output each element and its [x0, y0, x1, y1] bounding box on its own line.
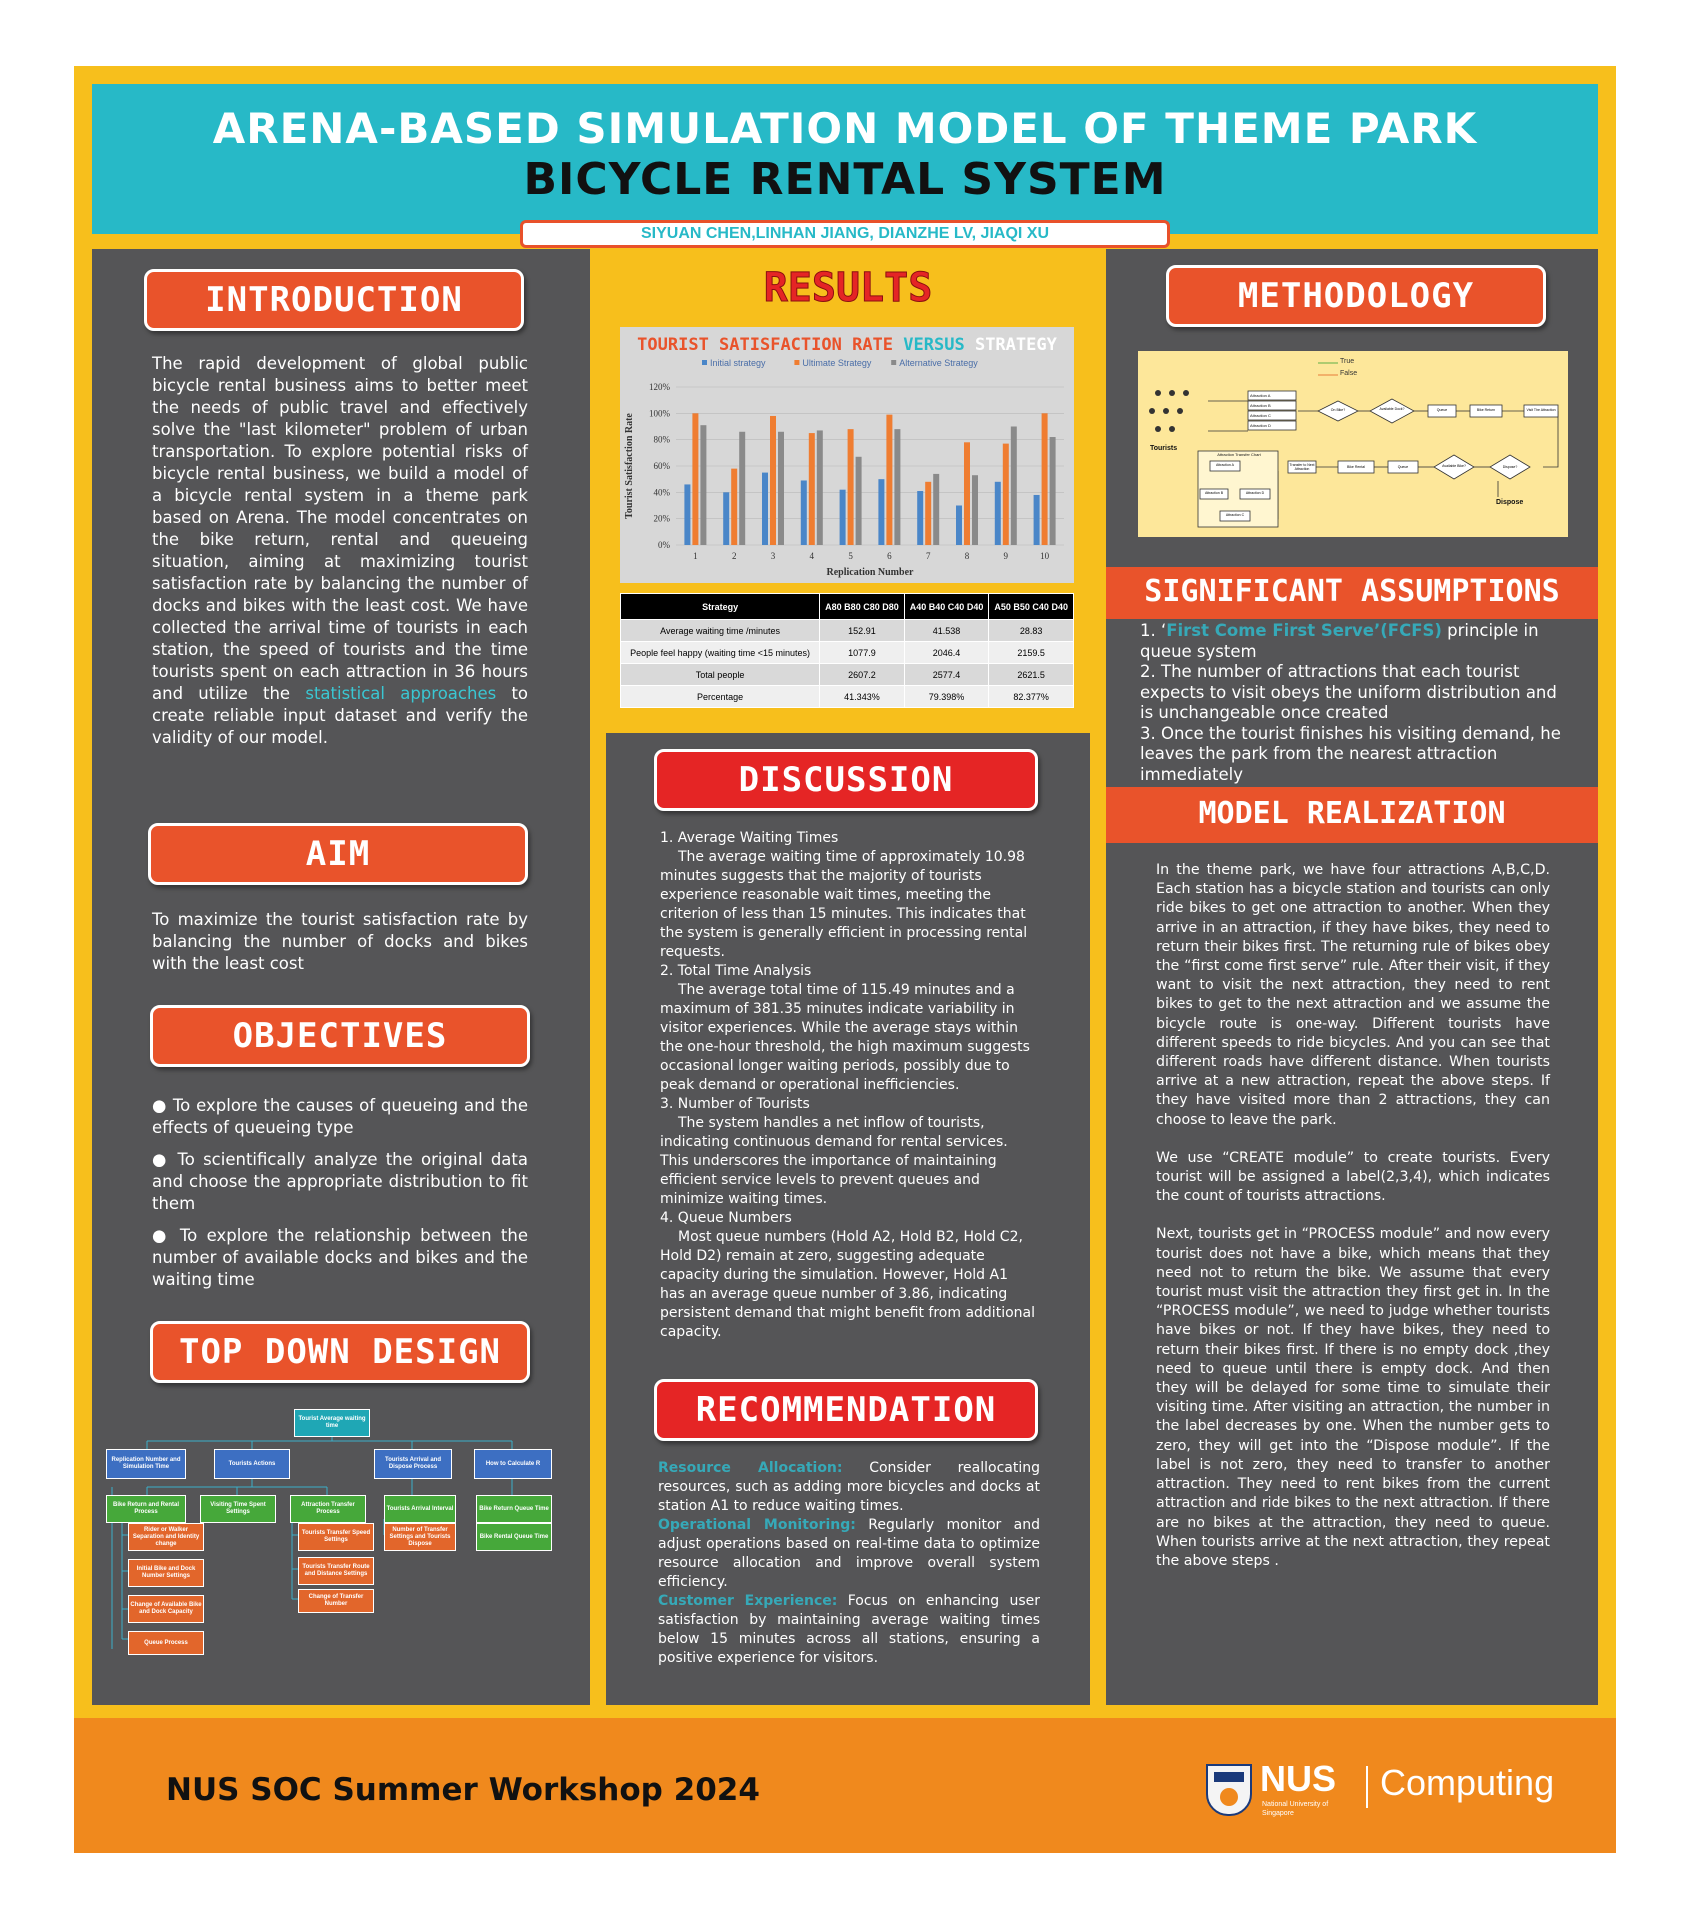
methodology-flowchart — [1138, 351, 1568, 537]
chart-bar — [917, 491, 923, 545]
chart-bar — [925, 482, 931, 545]
chart-bar — [972, 475, 978, 545]
discussion-text — [660, 829, 1036, 1342]
assumption-item: 1. ‘First Come First Serve’(FCFS) principle in queue system — [1140, 621, 1539, 661]
chart-bar — [778, 432, 784, 545]
introduction-header: INTRODUCTION — [144, 269, 524, 331]
table-row: People feel happy (waiting time <15 minutes) 1077.9 2046.4 2159.5 — [621, 642, 1074, 664]
y-tick-label: 120% — [649, 382, 670, 392]
flowchart-node: Queue — [1436, 408, 1448, 412]
flowchart-tourists: Tourists — [1150, 445, 1178, 452]
poster — [74, 66, 1616, 1853]
chart-plot — [620, 327, 1074, 583]
methodology-header: METHODOLOGY — [1166, 265, 1546, 327]
tree-node: Rider or Walker Separation and Identity change — [128, 1523, 204, 1551]
flowchart-node: Available Bike? — [1442, 464, 1466, 468]
recommendation-item: Customer Experience: Focus on enhancing user satisfaction by maintaining average waiting times below 15 minutes across all stations, ensuring a positive experience for visitors. — [658, 1593, 1041, 1666]
y-tick-label: 60% — [653, 461, 670, 471]
chart-bar — [878, 479, 884, 545]
objective-item: ● To scientifically analyze the original data and choose the appropriate distribution to fit them — [152, 1150, 528, 1213]
chart-bar — [894, 429, 900, 545]
legend-swatch — [891, 360, 896, 365]
chart-bar — [848, 429, 854, 545]
results-panel — [606, 249, 1090, 729]
model-paragraph: In the theme park, we have four attractions A,B,C,D. Each station has a bicycle station and tourists can only ride bikes to get one attraction to another. When they arrive in an attraction, if they have bikes, they need to return their bikes first. The returning rule of bikes obey the “first come first serve” rule. After their visit, if they want to visit the next attraction, they need to rent bikes to get to the next attraction and we assume the bicycle route is one-way. Different tourists have different speeds to ride bicycles. And you can see that different roads have different distance. When tourists arrive at a new attraction, repeat the above steps. If they have visited more than 2 attractions, they can choose to leave the park. — [1156, 862, 1550, 1128]
chart-bar — [995, 482, 1001, 545]
tree-node: Change of Available Bike and Dock Capacity — [128, 1595, 204, 1623]
logo-computing: Computing — [1380, 1762, 1555, 1803]
chart-bar — [817, 430, 823, 545]
flowchart-legend-false: False — [1340, 370, 1358, 377]
x-tick-label: 7 — [925, 551, 931, 561]
y-tick-label: 0% — [658, 540, 670, 550]
assumptions-header: SIGNIFICANT ASSUMPTIONS — [1106, 567, 1598, 619]
chart-bar — [731, 469, 737, 545]
x-tick-label: 3 — [770, 551, 776, 561]
x-tick-label: 6 — [887, 551, 892, 561]
logo-nus: NUS — [1260, 1758, 1337, 1799]
recommendation-item: Operational Monitoring: Regularly monitor and adjust operations based on real-time data to optimize resource allocation and improve overall system efficiency. — [658, 1517, 1041, 1590]
flowchart-attraction-list: Attraction A Attraction B Attraction C Attraction D — [1250, 393, 1271, 428]
flowchart-node: Attraction C — [1225, 513, 1245, 517]
flowchart-transfer-chart: Attraction Transfer Chart — [1217, 452, 1261, 457]
tree-node: Bike Rental Queue Time — [476, 1523, 552, 1551]
chart-bar — [723, 492, 729, 545]
y-tick-label: 40% — [653, 487, 670, 498]
x-tick-label: 10 — [1040, 551, 1050, 561]
chart-title: TOURIST SATISFACTION RATE VERSUS STRATEGY — [637, 335, 1057, 355]
chart-bar — [1034, 495, 1040, 545]
chart-bar — [770, 416, 776, 545]
y-tick-label: 80% — [653, 434, 670, 445]
y-axis-label: Tourist Satisfaction Rate — [624, 413, 635, 519]
results-table — [620, 593, 1074, 708]
discussion-item: 4. Queue Numbers Most queue numbers (Hold A2, Hold B2, Hold C2, Hold D2) remain at zero, suggesting adequate capacity during the simulation. However, Hold A1 has an average queue number of 3.86, indicating persistent demand that might benefit from additional capacity. — [660, 1210, 1035, 1340]
flowchart-node: Attraction A — [1216, 463, 1234, 467]
chart-bar — [739, 432, 745, 545]
tree-node: Attraction Transfer Process — [290, 1495, 366, 1523]
chart-bar — [684, 484, 690, 545]
aim-text: To maximize the tourist satisfaction rate by balancing the number of docks and bikes with the least cost — [152, 910, 528, 973]
flowchart-lines — [1138, 351, 1568, 537]
legend-label: Alternative Strategy — [899, 358, 978, 368]
tree-node: Number of Transfer Settings and Tourists Dispose — [384, 1523, 456, 1551]
chart-bar — [886, 415, 892, 545]
recommendation-item: Resource Allocation: Consider reallocating resources, such as adding more bicycles and docks at station A1 to reduce waiting times. — [658, 1460, 1040, 1514]
legend-swatch — [794, 360, 799, 365]
x-tick-label: 1 — [693, 551, 698, 561]
tree-node: Initial Bike and Dock Number Settings — [128, 1559, 204, 1587]
chart-bar — [1003, 444, 1009, 545]
flowchart-legend-true: True — [1340, 358, 1355, 365]
x-tick-label: 4 — [809, 551, 815, 561]
introduction-text — [152, 353, 528, 749]
table-row: Total people 2607.2 2577.4 2621.5 — [621, 664, 1074, 686]
chart-bar — [840, 490, 846, 545]
assumptions-text — [1140, 621, 1570, 785]
y-tick-label: 100% — [649, 408, 670, 419]
tree-node: Change of Transfer Number — [298, 1589, 374, 1613]
assumption-item: 2. The number of attractions that each tourist expects to visit obeys the uniform distribution and is unchangeable once created — [1140, 662, 1557, 722]
objectives-list — [152, 1095, 528, 1291]
introduction-body: The rapid development of global public bicycle rental business aims to better meet the needs of public travel and effectively solve the "last kilometer" problem of urban transportation. To explore potential risks of bicycle rental business, we build a model of a bicycle rental system in a theme park based on Arena. The model concentrates on the bike return, rental and queueing situation, aiming at maximizing tourist satisfaction rate by balancing the number of docks and bikes with the least cost. We have collected the arrival time of tourists in each station, the speed of tourists and the time tourists spent on each attraction in 36 hours and utilize the — [152, 354, 528, 703]
poster-title-line1: ARENA-BASED SIMULATION MODEL OF THEME PARK — [212, 104, 1478, 153]
discussion-panel — [606, 733, 1090, 1705]
x-tick-label: 2 — [731, 551, 737, 561]
tree-node: Bike Return and Rental Process — [106, 1495, 186, 1523]
chart-bar — [1050, 437, 1056, 545]
aim-header: AIM — [148, 823, 528, 885]
discussion-item: 3. Number of Tourists The system handles a net inflow of tourists, indicating continuous demand for rental services. This underscores the importance of maintaining efficient service levels to prevent queues and minimize waiting times. — [660, 1096, 1008, 1207]
flowchart-node: Transfer to Next Attraction — [1289, 463, 1315, 471]
model-paragraph: We use “CREATE module” to create tourists. Every tourist will be assigned a label(2,3,4), which indicates the count of tourists attractions. — [1156, 1149, 1550, 1205]
table-header-cell: Strategy — [621, 594, 820, 620]
flowchart-node: Attraction B — [1204, 491, 1224, 495]
model-realization-text — [1156, 861, 1550, 1571]
satisfaction-chart — [620, 327, 1074, 583]
model-paragraph: Next, tourists get in “PROCESS module” and now every tourist does not have a bike, which means that they need not to return the bike. We assume that every tourist must visit the attraction they first get in. In the “PROCESS module”, we need to judge whether tourists have bikes or not. If they have bikes, they need to return their bikes first. If there is no empty dock ,they need to queue until there is empty dock. And then they will be delayed for some time to simulate their visiting time. After visiting an attraction, the number in the label decreases by one. When the number gets to zero, they will get into the “Dispose module”. If the label is not zero, they need to transfer to another attraction. They need to rent bikes from the current attraction and ride bikes to the next attraction. If there are no bikes at the attraction, they need to queue. When tourists arrive at the next attraction, they repeat the above steps . — [1156, 1226, 1550, 1569]
authors: SIYUAN CHEN,LINHAN JIANG, DIANZHE LV, JIAQI XU — [520, 220, 1170, 248]
discussion-header: DISCUSSION — [654, 749, 1038, 811]
chart-bar — [809, 433, 815, 545]
footer — [74, 1718, 1616, 1853]
logo-divider — [1366, 1766, 1368, 1808]
flowchart-node: Attraction D — [1245, 491, 1265, 495]
chart-bar — [933, 474, 939, 545]
tree-node: Tourists Arrival Interval — [384, 1495, 456, 1523]
legend-swatch — [702, 360, 707, 365]
flowchart-node: Bike Return — [1476, 408, 1496, 412]
flowchart-node: Queue — [1397, 465, 1409, 469]
tree-node: Visiting Time Spent Settings — [200, 1495, 276, 1523]
chart-bar — [801, 480, 807, 545]
x-axis-label: Replication Number — [826, 567, 914, 578]
introduction-tail: to create reliable input dataset and verify the validity of our model. — [152, 684, 529, 747]
table-row: Average waiting time /minutes 152.91 41.538 28.83 — [621, 620, 1074, 642]
table-header-row — [621, 594, 1074, 620]
objective-item: ● To explore the relationship between the number of available docks and bikes and the waiting time — [152, 1226, 528, 1289]
table-header-cell: A80 B80 C80 D80 — [820, 594, 905, 620]
flowchart-dispose: Dispose — [1496, 499, 1524, 506]
assumption-item: 3. Once the tourist finishes his visiting demand, he leaves the park from the nearest attraction immediately — [1140, 723, 1561, 784]
results-header: RESULTS — [763, 265, 933, 311]
table-header-cell: A50 B50 C40 D40 — [989, 594, 1074, 620]
objectives-header: OBJECTIVES — [150, 1005, 530, 1067]
flowchart-node: Visit The Attraction — [1526, 408, 1556, 412]
recommendation-text — [658, 1459, 1040, 1668]
chart-bar — [1011, 427, 1017, 546]
tree-node: Tourists Arrival and Dispose Process — [374, 1449, 452, 1479]
chart-bar — [692, 413, 698, 545]
right-column — [1106, 249, 1598, 1705]
discussion-item: 1. Average Waiting Times The average waiting time of approximately 10.98 minutes suggests that the majority of tourists experience reasonable wait times, meeting the criterion of less than 15 minutes. This indicates that the system is generally efficient in processing rental requests. — [660, 830, 1028, 960]
x-tick-label: 8 — [964, 551, 970, 561]
legend-label: Ultimate Strategy — [802, 358, 872, 368]
poster-title-line2: BICYCLE RENTAL SYSTEM — [523, 154, 1167, 205]
left-column — [92, 249, 590, 1705]
nus-computing-logo — [1206, 1748, 1596, 1828]
footer-workshop: NUS SOC Summer Workshop 2024 — [166, 1772, 760, 1808]
y-tick-label: 20% — [653, 513, 670, 524]
discussion-item: 2. Total Time Analysis The average total time of 115.49 minutes and a maximum of 381.35 minutes indicate variability in visitor experiences. While the average stays within the one-hour threshold, the high maximum suggests occasional longer waiting periods, possibly due to peak demand or operational inefficiencies. — [660, 963, 1030, 1093]
chart-bar — [856, 457, 862, 545]
tree-node: Queue Process — [128, 1631, 204, 1655]
title-band — [92, 84, 1598, 234]
flowchart-node: Dispose? — [1502, 465, 1518, 469]
tree-node: Tourists Transfer Speed Settings — [298, 1523, 374, 1551]
flowchart-node: Available Dock? — [1379, 407, 1405, 411]
x-tick-label: 5 — [848, 551, 853, 561]
tree-node: How to Calculate R — [474, 1449, 552, 1479]
flowchart-node: On Bike? — [1330, 408, 1346, 412]
introduction-highlight: statistical approaches — [305, 684, 497, 703]
recommendation-header: RECOMMENDATION — [654, 1379, 1038, 1441]
table-row: Percentage 41.343% 79.398% 82.377% — [621, 686, 1074, 708]
tree-node: Replication Number and Simulation Time — [106, 1449, 186, 1479]
tree-node: Bike Return Queue Time — [476, 1495, 552, 1523]
chart-bar — [1042, 413, 1048, 545]
nus-crest-icon — [1206, 1764, 1252, 1816]
table-header-cell: A40 B40 C40 D40 — [904, 594, 989, 620]
tree-root: Tourist Average waiting time — [294, 1409, 370, 1437]
chart-bar — [700, 425, 706, 545]
top-down-header: TOP DOWN DESIGN — [150, 1321, 530, 1383]
legend-label: Initial strategy — [710, 358, 766, 368]
tree-node: Tourists Transfer Route and Distance Settings — [298, 1557, 374, 1585]
chart-bar — [762, 473, 768, 545]
model-realization-header: MODEL REALIZATION — [1106, 787, 1598, 843]
objective-item: ● To explore the causes of queueing and the effects of queueing type — [152, 1096, 528, 1137]
tree-node: Tourists Actions — [214, 1449, 290, 1479]
chart-bar — [964, 442, 970, 545]
chart-bar — [956, 506, 962, 546]
logo-university: National University of Singapore — [1262, 1801, 1329, 1817]
x-tick-label: 9 — [1003, 551, 1009, 561]
flowchart-node: Bike Rental — [1347, 465, 1365, 469]
